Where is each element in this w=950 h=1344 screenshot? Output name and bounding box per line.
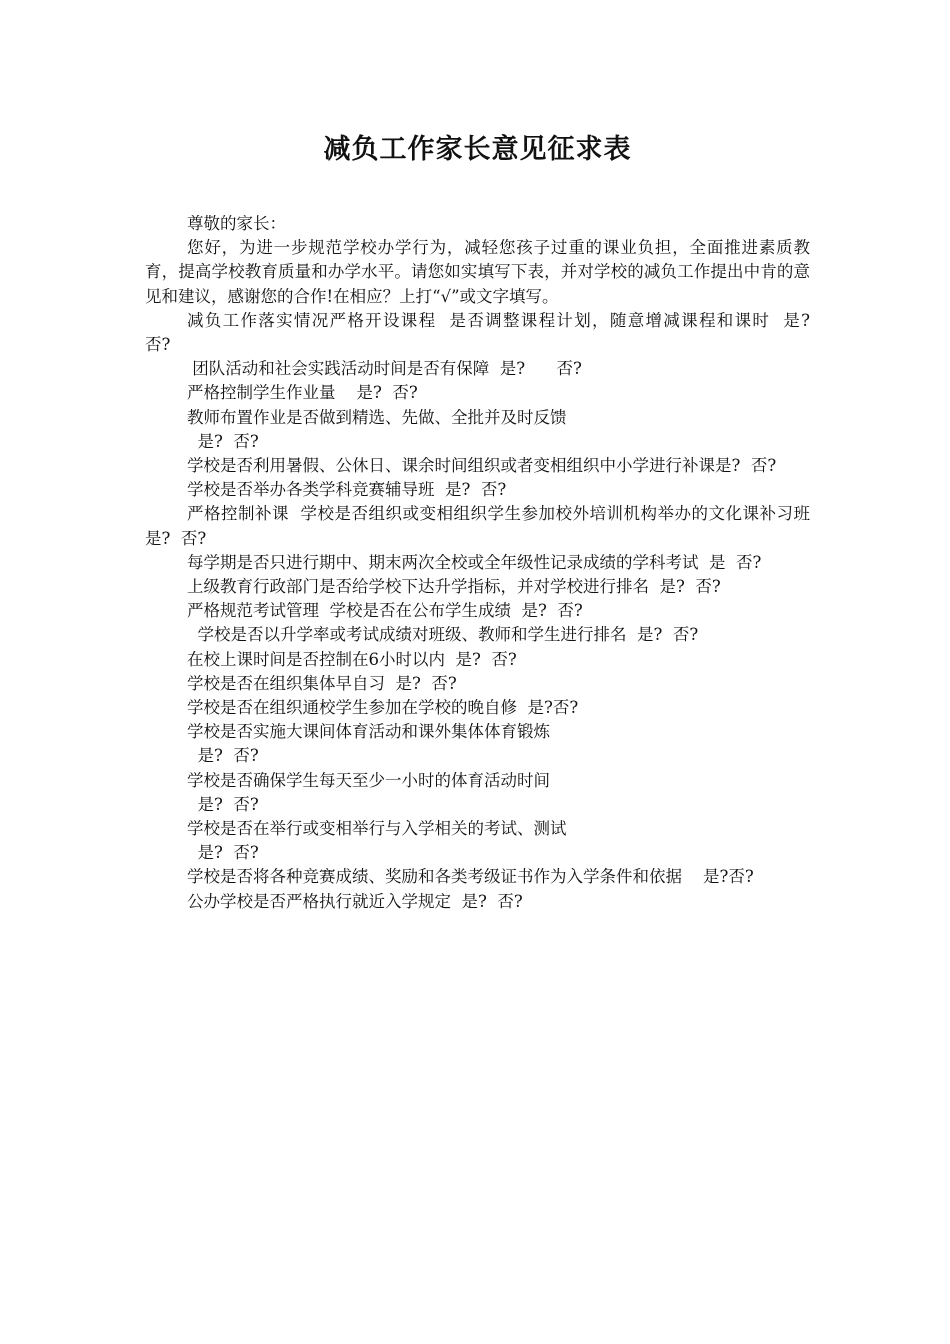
answer-homework-feedback: 是? 否? [187,431,259,451]
question-exam-count: 每学期是否只进行期中、期末两次全校或全年级性记录成绩的学科考试 是 否? [187,552,762,572]
question-ranking: 学校是否以升学率或考试成绩对班级、教师和学生进行排名 是? 否? [187,625,699,645]
question-holiday-tutoring: 学校是否利用暑假、公休日、课余时间组织或者变相组织中小学进行补课是? 否? [187,456,777,476]
question-evening-study: 学校是否在组织通校学生参加在学校的晚自修 是?否? [187,698,579,718]
document-title: 减负工作家长意见征求表 [323,134,632,165]
question-morning-study: 学校是否在组织集体早自习 是? 否? [187,673,457,693]
answer-break-exercise: 是? 否? [187,746,259,766]
question-outside-training: 严格控制补课 学校是否组织或变相组织学生参加校外培训机构举办的文化课补习班 是? 否? [145,504,821,548]
question-entrance-tests: 学校是否在举行或变相举行与入学相关的考试、测试 [187,819,567,839]
question-school-hours: 在校上课时间是否控制在6小时以内 是? 否? [187,649,517,669]
question-break-exercise: 学校是否实施大课间体育活动和课外集体体育锻炼 [187,722,550,742]
question-homework-feedback: 教师布置作业是否做到精选、先做、全批并及时反馈 [187,407,567,427]
question-daily-exercise: 学校是否确保学生每天至少一小时的体育活动时间 [187,770,550,790]
question-homework-amount: 严格控制学生作业量 是? 否? [187,383,418,403]
question-publish-scores: 严格规范考试管理 学校是否在公布学生成绩 是? 否? [187,601,583,621]
question-team-activities: 团队活动和社会实践活动时间是否有保障 是? 否? [187,359,582,379]
answer-daily-exercise: 是? 否? [187,794,259,814]
question-course-plan: 减负工作落实情况严格开设课程 是否调整课程计划，随意增减课程和课时 是? 否? [145,310,852,355]
salutation: 尊敬的家长： [187,214,286,233]
question-competition-admission: 学校是否将各种竞赛成绩、奖励和各类考级证书作为入学条件和依据 是?否? [187,867,754,887]
question-competition-classes: 学校是否举办各类学科竞赛辅导班 是? 否? [187,480,507,500]
document-page [145,128,852,914]
answer-entrance-tests: 是? 否? [187,843,259,863]
document-body [145,212,852,914]
intro-paragraph: 您好，为进一步规范学校办学行为，减轻您孩子过重的课业负担，全面推进素质教育，提高学校教育质量和办学水平。请您如实填写下表，并对学校的减负工作提出中肯的意见和建议，感谢您的合作!在相应？上打“√”或文字填写。 [145,238,810,306]
question-nearby-enrollment: 公办学校是否严格执行就近入学规定 是? 否? [187,891,523,911]
question-enrollment-targets: 上级教育行政部门是否给学校下达升学指标，并对学校进行排名 是? 否? [187,577,721,597]
